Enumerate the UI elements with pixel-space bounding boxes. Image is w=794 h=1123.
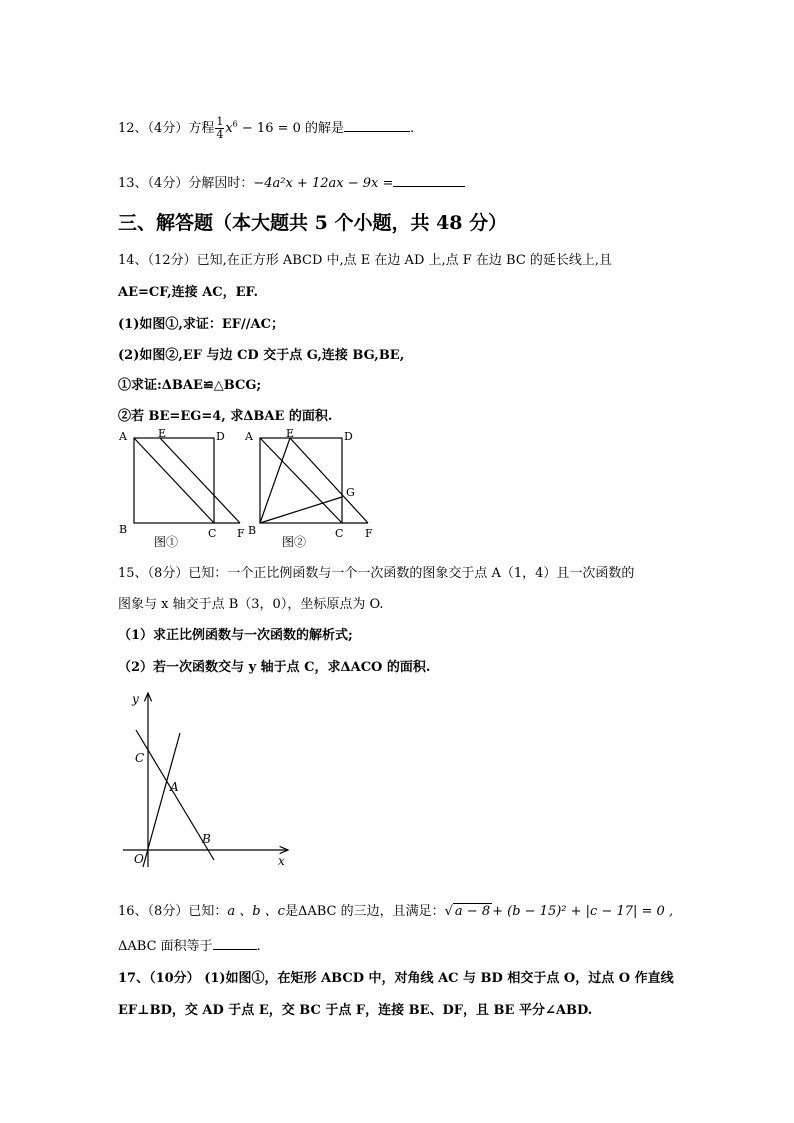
q12-frac-den: 4	[216, 128, 224, 141]
diagonal-ac	[134, 438, 214, 523]
q14-sub1: ①求证:ΔBAE≌△BCG;	[118, 378, 262, 393]
label-b: B	[202, 832, 211, 846]
segment-ef	[160, 438, 240, 523]
label-a: A	[119, 430, 127, 443]
q12-frac-num: 1	[216, 115, 224, 128]
q13-expr: −4a²x + 12ax − 9x =	[253, 176, 394, 191]
label-x: x	[278, 854, 285, 868]
label-y: y	[132, 692, 139, 706]
q12-rest: − 16 = 0 的解是	[237, 121, 345, 136]
q16-mid: 是ΔABC 的三边，且满足：	[284, 904, 445, 919]
fig2-caption: 图②	[282, 535, 307, 549]
label-c: C	[335, 527, 344, 540]
fig1-caption: 图①	[154, 535, 179, 549]
q14-part1: (1)如图①,求证：EF//AC；	[118, 317, 284, 332]
q14-figure-2	[240, 426, 390, 550]
label-e: E	[286, 427, 295, 440]
q14-line1: 14、（12分）已知,在正方形 ABCD 中,点 E 在边 AD 上,点 F 在边 BC 的延长线上,且	[118, 253, 613, 268]
q12-answer-blank[interactable]	[344, 119, 410, 132]
label-b: B	[119, 523, 128, 536]
label-a: A	[245, 430, 253, 443]
label-d: D	[344, 430, 353, 443]
q16-line1	[118, 900, 673, 919]
q16-answer-blank[interactable]	[213, 937, 257, 950]
label-f: F	[237, 527, 245, 540]
q12	[118, 116, 414, 141]
q16-line2	[118, 935, 261, 954]
q15-part2: （2）若一次函数交与 y 轴于点 C，求ΔACO 的面积.	[118, 660, 431, 675]
label-d: D	[216, 430, 225, 443]
q16-root: a − 8	[454, 904, 491, 919]
label-c: C	[135, 751, 145, 765]
q16-line2-prefix: ΔABC 面积等于	[118, 939, 213, 954]
q13-answer-blank[interactable]	[393, 174, 465, 187]
q15-line1: 15、（8分）已知：一个正比例函数与一个一次函数的图象交于点 A（1，4）且一次函数的	[118, 566, 635, 581]
q14-line2: AE=CF,连接 AC，EF.	[118, 285, 258, 300]
q12-fraction	[215, 116, 224, 141]
q15-part1: （1）求正比例函数与一次函数的解析式;	[118, 628, 353, 643]
q16-prefix: 16、（8分）已知：	[118, 904, 228, 919]
q16-sq: + (b − 15)² + |c − 17| = 0 ,	[492, 904, 674, 919]
label-e: E	[158, 427, 167, 440]
q12-prefix: 12、（4分）方程	[118, 121, 215, 136]
q12-var: x	[225, 121, 233, 136]
label-g: G	[346, 486, 355, 499]
label-b: B	[248, 524, 257, 537]
q12-end: .	[410, 121, 415, 136]
label-c: C	[208, 527, 217, 540]
label-f: F	[365, 527, 373, 540]
q15-line2: 图象与 x 轴交于点 B（3，0），坐标原点为 O.	[118, 597, 384, 612]
label-o: O	[134, 852, 144, 866]
q16-end: .	[256, 939, 261, 954]
q14-part2: (2)如图②,EF 与边 CD 交于点 G,连接 BG,BE,	[118, 348, 405, 363]
segment-be	[260, 438, 290, 523]
q12-exp: 6	[232, 119, 238, 129]
q17-line1: 17、（10分） (1)如图①，在矩形 ABCD 中，对角线 AC 与 BD 相交于点 O，过点 O 作直线	[118, 971, 674, 986]
q13	[118, 172, 465, 191]
q15-graph	[118, 685, 298, 870]
sqrt-symbol: √	[444, 904, 453, 919]
q13-prefix: 13、（4分）分解因时：	[118, 176, 254, 191]
label-a: A	[170, 780, 179, 794]
q16-vars: a 、b 、c	[227, 904, 285, 919]
q14-sub2: ②若 BE=EG=4, 求ΔBAE 的面积.	[118, 409, 333, 424]
section-heading: 三、解答题（本大题共 5 个小题，共 48 分）	[118, 212, 508, 234]
q14-figure-1	[114, 426, 257, 550]
q17-line2: EF⊥BD，交 AD 于点 E，交 BC 于点 F，连接 BE、DF，且 BE 平分∠ABD.	[118, 1003, 593, 1018]
